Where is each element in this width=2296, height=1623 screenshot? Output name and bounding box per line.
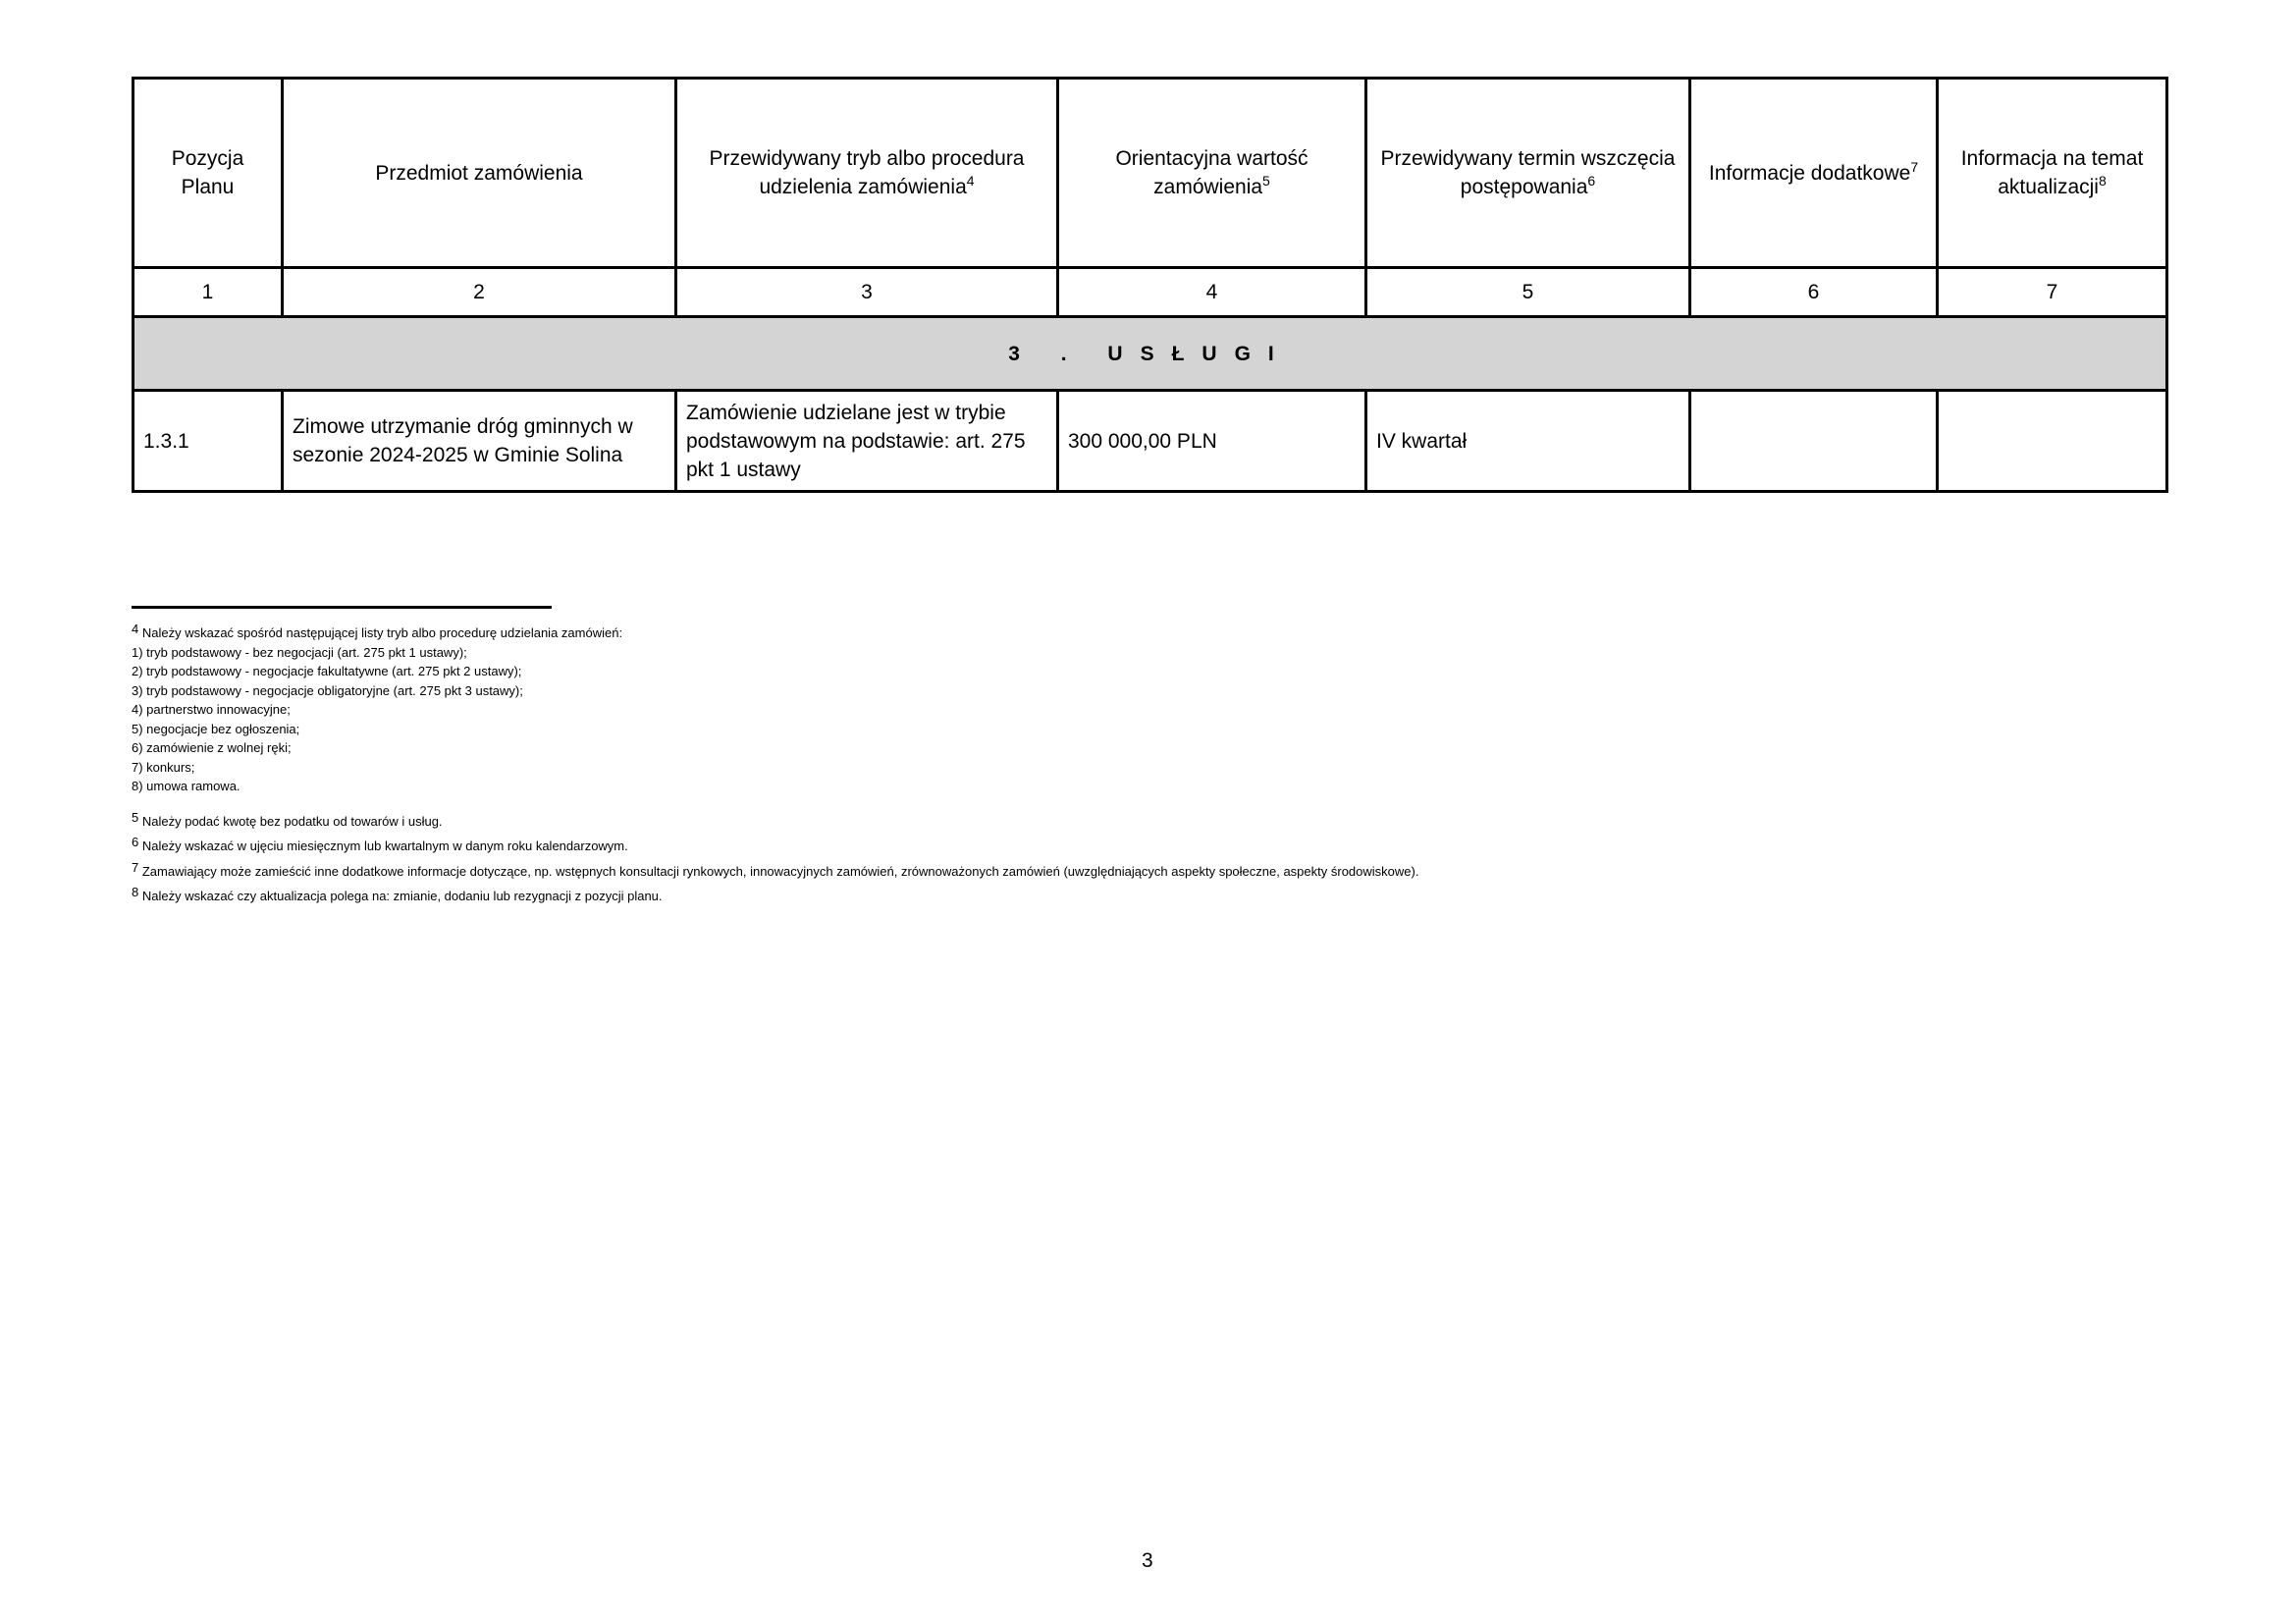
header-cell-deadline: Przewidywany termin wszczęcia postępowania$^6$ — [1366, 79, 1690, 268]
column-number: 6 — [1690, 268, 1938, 317]
list-item: 7) konkurs; — [132, 759, 195, 775]
footnote-ref: 4 — [966, 173, 975, 189]
footnote-7: $^7$ Zamawiający może zamieścić inne dodatkowe informacje dotyczące, np. wstępnych konsultacji rynkowych, innowacyjnych zamówień, zrównoważonych zamówień (uwzględniających aspekty społeczne, aspekty środowiskowe). — [132, 859, 1419, 879]
cell-subject: Zimowe utrzymanie dróg gminnych w sezonie 2024-2025 w Gminie Solina — [283, 391, 676, 492]
list-item: 8) umowa ramowa. — [132, 779, 240, 793]
cell-position: 1.3.1 — [133, 391, 283, 492]
list-item: 2) tryb podstawowy - negocjacje fakultatywne (art. 275 pkt 2 ustawy); — [132, 664, 522, 678]
footnote-8: $^8$ Należy wskazać czy aktualizacja polega na: zmianie, dodaniu lub rezygnacji z pozycji planu. — [132, 885, 663, 903]
column-number: 3 — [676, 268, 1058, 317]
footnote-ref: 5 — [1262, 173, 1270, 189]
footnote-mark: 8 — [132, 885, 139, 899]
list-item: 6) zamówienie z wolnej ręki; — [132, 740, 292, 755]
table-header-row — [133, 79, 2167, 268]
cell-value: 300 000,00 PLN — [1058, 391, 1366, 492]
list-item: 3) tryb podstawowy - negocjacje obligatoryjne (art. 275 pkt 3 ustawy); — [132, 682, 523, 698]
footnote-6: $^6$ Należy wskazać w ujęciu miesięcznym lub kwartalnym w danym roku kalendarzowym. — [132, 835, 628, 853]
column-number: 5 — [1366, 268, 1690, 317]
procurement-plan-table — [132, 77, 2168, 493]
table-row — [133, 391, 2167, 492]
footnote-5: $^5$ Należy podać kwotę bez podatku od towarów i usług. — [132, 809, 443, 829]
list-item: 5) negocjacje bez ogłoszenia; — [132, 721, 300, 736]
footnote-ref: 6 — [1587, 173, 1596, 189]
cell-deadline: IV kwartał — [1366, 391, 1690, 492]
header-cell-procedure: Przewidywany tryb albo procedura udzielenia zamówienia$^4$ — [676, 79, 1058, 268]
section-header-row — [133, 317, 2167, 391]
header-cell-update-info: Informacja na temat aktualizacji$^8$ — [1938, 79, 2167, 268]
header-cell-additional-info: Informacje dodatkowe$^7$ — [1690, 79, 1938, 268]
footnote-mark: 4 — [132, 622, 139, 636]
footnote-4: $^4$ Należy wskazać spośród następującej listy tryb albo procedurę udzielania zamówień: — [132, 622, 623, 640]
column-number: 1 — [133, 268, 283, 317]
column-number: 4 — [1058, 268, 1366, 317]
footnote-ref: 8 — [2098, 173, 2107, 189]
cell-procedure: Zamówienie udzielane jest w trybie podstawowym na podstawie: art. 275 pkt 1 ustawy — [676, 391, 1058, 492]
footnotes — [132, 623, 1418, 906]
cell-additional-info — [1690, 391, 1938, 492]
footnote-mark: 6 — [132, 835, 139, 849]
header-cell-subject: Przedmiot zamówienia — [283, 79, 676, 268]
list-item: 4) partnerstwo innowacyjne; — [132, 702, 291, 717]
footnote-ref: 7 — [1910, 158, 1919, 175]
header-cell-value: Orientacyjna wartość zamówienia$^5$ — [1058, 79, 1366, 268]
column-number: 7 — [1938, 268, 2167, 317]
column-number: 2 — [283, 268, 676, 317]
footnote-mark: 7 — [132, 859, 139, 875]
page-number: 3 — [1142, 1549, 1153, 1572]
cell-update-info — [1938, 391, 2167, 492]
procedure-list — [132, 643, 1418, 796]
header-cell-position: Pozycja Planu — [133, 79, 283, 268]
footnote-separator — [132, 606, 552, 609]
list-item: 1) tryb podstawowy - bez negocjacji (art. 275 pkt 1 ustawy); — [132, 644, 467, 660]
footnote-mark: 5 — [132, 809, 139, 825]
column-number-row — [133, 268, 2167, 317]
section-title: 3 . USŁUGI — [133, 317, 2167, 391]
